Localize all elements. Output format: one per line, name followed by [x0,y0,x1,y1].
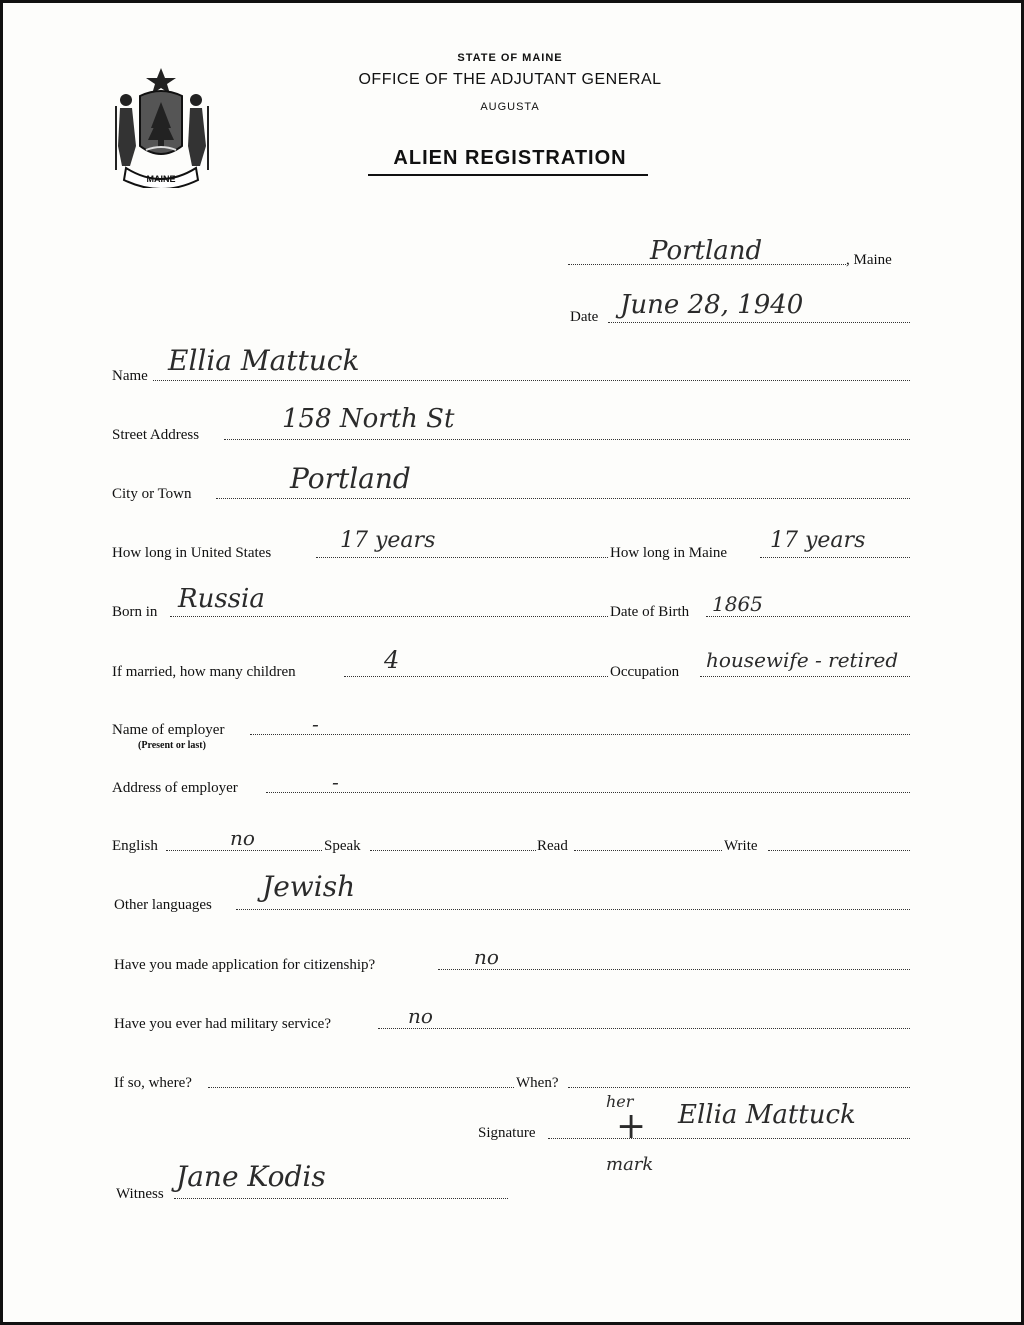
english-line [166,850,322,851]
signature-value: Ellia Mattuck [678,1100,856,1130]
children-label: If married, how many children [112,664,296,680]
born-label: Born in [112,604,158,620]
city-label: City or Town [112,486,192,502]
employer-address-label: Address of employer [112,780,238,796]
read-label: Read [537,838,568,854]
dob-value: 1865 [712,592,763,616]
where-line [208,1087,514,1088]
street-line [224,439,910,440]
speak-label: Speak [324,838,361,854]
military-line [378,1028,910,1029]
date-value: June 28, 1940 [620,290,804,320]
seal-text: MAINE [146,174,176,184]
children-line [344,676,608,677]
occupation-value: housewife - retired [706,648,899,672]
born-value: Russia [178,584,265,614]
speak-line [370,850,536,851]
us-years-line [316,557,608,558]
signature-mark-symbol: + [616,1106,647,1147]
signature-line [548,1138,910,1139]
write-label: Write [724,838,758,854]
header-office: OFFICE OF THE ADJUTANT GENERAL [358,71,662,88]
military-value: no [408,1004,433,1028]
me-years-label: How long in Maine [610,545,728,561]
form-title: ALIEN REGISTRATION [393,147,627,169]
citizenship-value: no [474,945,499,969]
employer-value: - [312,712,319,736]
other-languages-line [236,909,910,910]
employer-address-value: - [332,770,339,794]
place-value: Portland [650,236,763,266]
name-label: Name [112,368,148,384]
citizenship-label: Have you made application for citizenship? [114,957,376,973]
city-line [216,498,910,499]
employer-note: (Present or last) [138,740,206,751]
witness-line [174,1198,508,1199]
witness-label: Witness [116,1186,164,1202]
us-years-value: 17 years [340,528,436,553]
employer-address-line [266,792,910,793]
english-value: no [230,826,255,850]
other-languages-label: Other languages [114,897,212,913]
occupation-line [700,676,910,677]
other-languages-value: Jewish [262,870,356,903]
us-years-label: How long in United States [112,545,272,561]
english-label: English [112,838,158,854]
name-line [153,380,910,381]
me-years-line [760,557,910,558]
born-line [170,616,608,617]
dob-label: Date of Birth [610,604,690,620]
military-label: Have you ever had military service? [114,1016,331,1032]
where-label: If so, where? [114,1075,192,1091]
place-suffix: , Maine [846,252,892,268]
header-state: STATE OF MAINE [457,52,563,64]
me-years-value: 17 years [770,528,866,553]
state-seal-icon [108,66,214,188]
date-label: Date [570,309,599,325]
street-value: 158 North St [282,404,455,434]
occupation-label: Occupation [610,664,680,680]
children-value: 4 [384,646,400,674]
when-line [568,1087,910,1088]
header-city: AUGUSTA [480,101,540,113]
date-line [608,322,910,323]
when-label: When? [516,1075,559,1091]
signature-label: Signature [478,1125,536,1141]
title-underline [368,174,648,176]
citizenship-line [438,969,910,970]
read-line [574,850,722,851]
name-value: Ellia Mattuck [168,344,360,377]
employer-line [250,734,910,735]
street-label: Street Address [112,427,200,443]
witness-value: Jane Kodis [176,1160,326,1193]
dob-line [706,616,910,617]
city-value: Portland [290,462,411,495]
signature-her: her [606,1092,634,1111]
employer-label: Name of employer [112,722,225,738]
write-line [768,850,910,851]
signature-mark: mark [606,1154,654,1175]
